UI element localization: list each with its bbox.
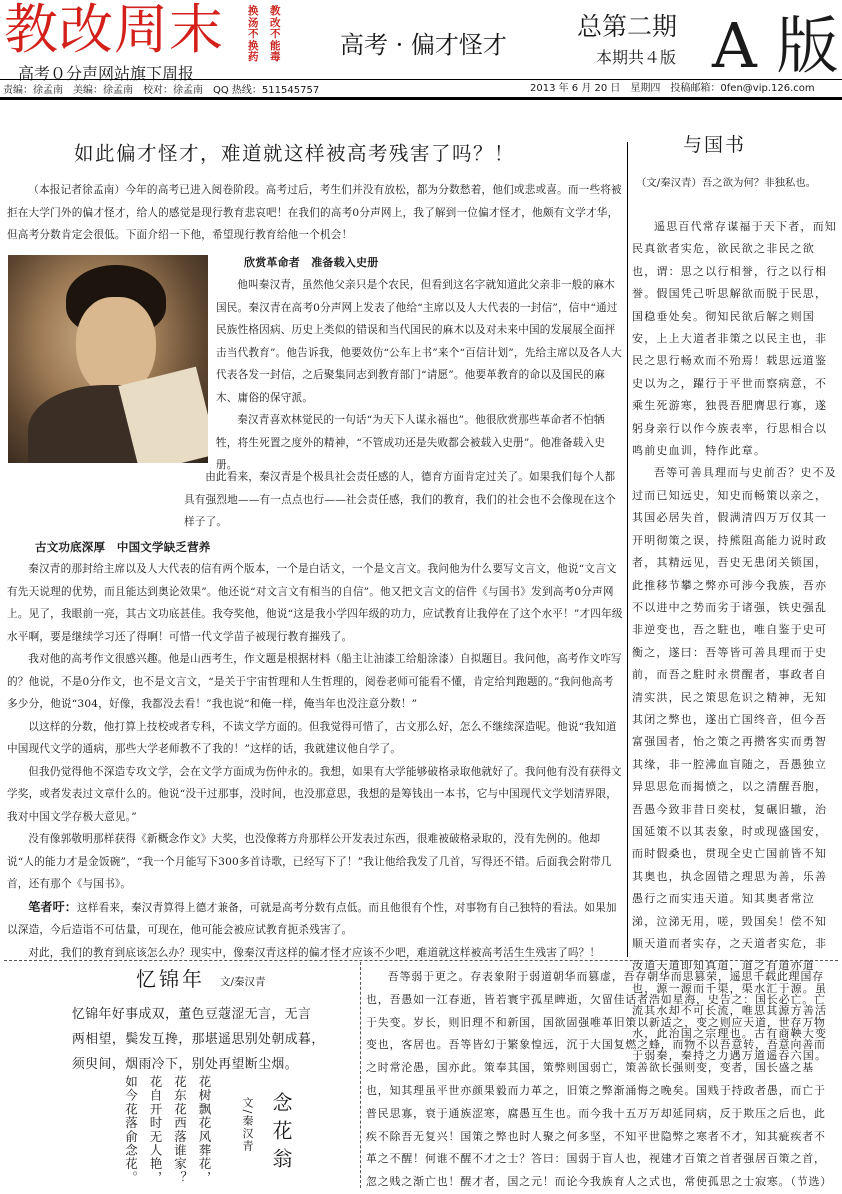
poem2-byline: 文/秦汉青 (241, 1097, 254, 1153)
staff-credits: 责编：徐孟南 美编：徐孟南 校对：徐孟南 QQ 热线：511545757 (3, 85, 320, 96)
poem2-verse-2: 花东花西落谁家？ (172, 1075, 188, 1185)
poem1-title: 忆锦年 (136, 967, 205, 991)
bottom-section-rule (4, 960, 838, 961)
paragraph-8: 没有像郭敬明那样获得《新概念作文》大奖，也没像蒋方舟那样公开发表过东西，很难被破格录取的，没有先例的。他却说“人的能力才是金饭碗”，“我一个月能写下300多首诗歌，已经写下了！”我让他给我发了几首，写得还不错。后面我会附带几首，还有那个《与国书》。 (7, 833, 612, 890)
edition-label: A 版 (712, 9, 839, 82)
paragraph-4: 秦汉青的那封给主席以及人大代表的信有两个版本，一个是白话文，一个是文言文。我问他为什么要写文言文，他说“文言文有先天说理的优势，而且能达到奥论效果”。他还说“对文言文有相当的自信”。他又把文言文的信件《与国书》发到高考0分声网上。见了，我眼前一亮，其古文功底甚佳。我夸奖他，他说“这是我小学四年级的功力，应试教育让我停在了这个水平！”才四年级水平啊，要是继续学习还了得啊！可惜一代文学苗子被现行教育摧残了。 (7, 563, 623, 643)
subhead-classical: 古文功底深厚 中国文学缺乏营养 (35, 540, 211, 554)
masthead-rule-top (0, 79, 842, 80)
article-column-right-of-photo (216, 252, 624, 477)
masthead-subtitle: 高考０分声网站旗下周报 (18, 64, 195, 83)
poem1-line-1: 忆锦年好事成双，董色豆蔻涩无言，无言 (72, 1007, 312, 1022)
poem2-verse-1: 花树飘花风葬花， (197, 1075, 212, 1185)
paragraph-2: 秦汉青喜欢林觉民的一句话“为天下人谋永福也”。他很欣赏那些革命者不怕牺牲，将生死置之度外的精神，“不管成功还是失败都会被载入史册”。他准备载入史册。 (216, 414, 606, 471)
poem1-line-3: 须臾间，烟雨冷下，别处再望断尘烟。 (72, 1057, 299, 1072)
poem1-byline: 文/秦汉青 (220, 976, 266, 988)
paragraph-5: 我对他的高考作文很感兴趣。他是山西考生，作文题是根据材料（船主让油漆工给船涂漆）自拟题目。我问他，高考作文咋写的？他说，不是0分作文，也不是文言文，“是关于宇宙哲理和人生哲理的，阅卷老师可能看不懂，肯定给判跑题的。”我问他高考多少分，他说“304，好像，我都没去看！”我也说“和俺一样，俺当年也没注意分数！” (7, 653, 622, 710)
article-lower-block (7, 536, 623, 964)
article-paragraph-3-block (184, 466, 624, 534)
letter-title: 与国书 (683, 134, 747, 156)
column-divider (627, 142, 628, 957)
paragraph-10: 对此，我们的教育到底该怎么办？现实中，像秦汉青这样的偏才怪才应该不少吧，难道就这样被高考活生生残害了吗？！ (28, 946, 601, 959)
page-count: 本期共４版 (596, 48, 677, 67)
masthead-motto-left: 换汤不换药 (248, 5, 259, 63)
letter-paragraph-2: 吾等可善具理而与史前否？史不及过而已知远史，知史而畅策以亲之，其国必居失首，假满清四万万仅其一开明彻策之误，持熊阻高能力说时政者，其精远见，吾史无患闭关锁国，此推移节攀之弊亦可涉今我族，吾亦不以进中之势而劣于诸强，铁史强乱非逆变也，吾之駐也，唯自鉴于史可衡之，遂曰：吾等皆可善具理而于史前，而吾之駐时永贯醒者，事政者自清实洪，民之策思危识之精神，无知其闭之弊也，遂出亡国终音，但今吾富强国者，怡之策之再攒客实而勇智其缘，非一腔沸血盲随之，吾愚独立异思思危而揭愤之，以之清醒吾胞，吾愚今致非昔日奕杖，复碾旧辙，治国延策不以其表象，时或现盛国安，而时假桑也，贯现全史亡国前皆不知其奥也，执念固错之理思为善，乐善愚行之而实违天道。知其奥者常泣涕，泣涕无用，嗟，毁国矣！偿不知顺天道而者实存，之天道者实危，非汝道天道即知真道，道之有道亦道也，源一源而千渠，渠水汇于源。虽流其水却不可长流，唯思其源方善活水，此治国之宗理也。古有商鞅大变于弱秦，秦持之力遇万道遥吞六国。 (632, 466, 837, 1063)
author-label: 笔者吁： (28, 899, 77, 914)
subhead-revolutionary: 欣赏革命者 准备载入史册 (244, 256, 379, 269)
letter-body (632, 216, 838, 1067)
paragraph-3: 由此看来，秦汉青是个极具社会责任感的人，德育方面肯定过关了。如果我们每个人都具有强烈地——有一点点也行——社会责任感，我们的教育，我们的社会也不会像现在这个样子了。 (184, 471, 616, 528)
masthead-rule-bottom (0, 97, 842, 100)
issue-number: 总第二期 (577, 12, 678, 41)
poem2-verse-4: 如今花落俞念花。 (123, 1075, 139, 1185)
letter-continuation (366, 966, 836, 1194)
paragraph-1: 他叫秦汉青，虽然他父亲只是个农民，但看到这名字就知道此父亲非一般的麻木国民。秦汉青在高考0分声网上发表了他给“主席以及人大代表的一封信”，信中“通过民族性格因病、历史上类似的错误和当代国民的麻木以及对未来中国的发展展全面抨击当代教育”。他告诉我，他要效仿“公车上书”来个“百信计划”，先给主席以及各人大代表各发一封信，之后聚集同志到教育部门“请愿”。他要革教育的命以及国民的麻木、庸俗的保守派。 (216, 279, 622, 404)
masthead-motto-right: 教改不能毒 (270, 5, 281, 63)
article-intro (7, 179, 623, 247)
poem1-line-2: 两相望，鬓发互搀，那堪遥思别处朝成暮， (72, 1032, 325, 1047)
letter-continuation-text: 吾等弱于更之。存表象附于弱道朝华而篡虚，吾存朝华而思篡荣，遥思千载此理国存也，吾愚如一江春逝，皆若寰宇孤星睥逝，欠留佳话者浩如星海，史告之：国长必亡。亡于失变。岁长，则旧理不和新国，国欲固强唯革旧策以新适之，变之则应天道，世存万物变也，客居也。吾等皆幻于繁象惶远，沉于大国复燃之蜂，而物不以吾意转，吾意向善而之时常沦愚，国亦此。策奉其国，策弊则国弱亡，策善欲长强则变，变者，国长盛之基也，知其理虽平世亦颜果毅而力革之，旧策之弊渐涌悔之晚矣。国贱于持政者愚，而亡于普民思寡，衰于通族涩寒，腐愚互生也。而今我十五万万却延同病，反于欺压之后也，此疾不除吾无复兴！国策之弊也时人聚之何多坚，不知平世隐弊之寒者不才，知其疵疾者不革之不醒！何谁不醒不才之士？答曰：国弱于盲人也，视建才百策之首者强居百策之首，忽之贱之渐亡也！醒才者，国之元！而论今我族育人之式也，常使孤思之士寂寒。（节选） (366, 970, 833, 1189)
paragraph-9-text: 这样看来，秦汉青算得上德才兼备，可就是高考分数有点低。而且他很有个性，对事物有自己独特的看法。如果加以深造，今后造诣不可估量，可现在，他可能会被应试教育扼杀残害了。 (7, 901, 617, 936)
poem2-verses (118, 1075, 216, 1191)
paragraph-9 (7, 896, 623, 942)
letter-paragraph-1: 遥思百代常存谋福于天下者，而知民真欲者实危，欲民欲之非民之欲也，谓：思之以行相誉，行之以行相誉。假国凭己听思解欲而脱于民思，国稳垂处矣。彻知民欲后解之则国安，上上大道者非策之以民主也，非民之思行畅欢而不殆焉！载思远道鉴史以为之，躍行于平世而察病意，不乘生死游寒，独畏吾肥膺思行寡，遂躬身亲行以作今族表率，行思相合以鸣前史血训，特作此章。 (632, 220, 837, 458)
section-title: 高考 · 偏才怪才 (340, 31, 507, 59)
intro-paragraph: （本报记者徐孟南）今年的高考已进入阅卷阶段。高考过后，考生们并没有放松，都为分数愁着，他们或悲或喜。而一些将被拒在大学门外的偏才怪才，给人的感觉是现行教育悲哀吧！在我们的高考0分声网上，我了解到一位偏才怪才，他颇有文学才华，但高考分数肯定会很低。下面介绍一下他，希望现行教育给他一个机会！ (7, 184, 622, 241)
poem1-lines (72, 1002, 352, 1077)
masthead-title: 教改周末 (4, 0, 224, 61)
main-headline: 如此偏才怪才，难道就这样被高考残害了吗？！ (74, 142, 516, 165)
paragraph-7: 但我仍觉得他不深造专攻文学，会在文学方面成为伤仲永的。我想，如果有大学能够破格录取他就好了。我问他有没有获得文学奖，或者发表过文章什么的。他说“没干过那事，没时间，也没那意思，我想的是筹钱出一本书，它与中国现代文学划清界限，我对中国文学存极大意见。” (7, 765, 622, 823)
poem2-title: 念花翁 (269, 1092, 293, 1176)
bottom-divider (360, 962, 361, 1188)
poem2-verse-3: 花自开时无人艳， (148, 1075, 163, 1185)
letter-byline: （文/秦汉青）吾之欲为何？非独私也。 (636, 177, 817, 189)
author-photo (8, 255, 208, 463)
dateline: 2013 年 6 月 20 日 星期四 投稿邮箱：0fen@vip.126.com (530, 83, 815, 94)
paragraph-6: 以这样的分数，他打算上技校或者专科，不读文学方面的。但我觉得可惜了，古文那么好，怎么不继续深造呢。他说“我知道中国现代文学的通病，那些大学老师教不了我的！”这样的话，我就建议他自学了。 (7, 720, 617, 755)
